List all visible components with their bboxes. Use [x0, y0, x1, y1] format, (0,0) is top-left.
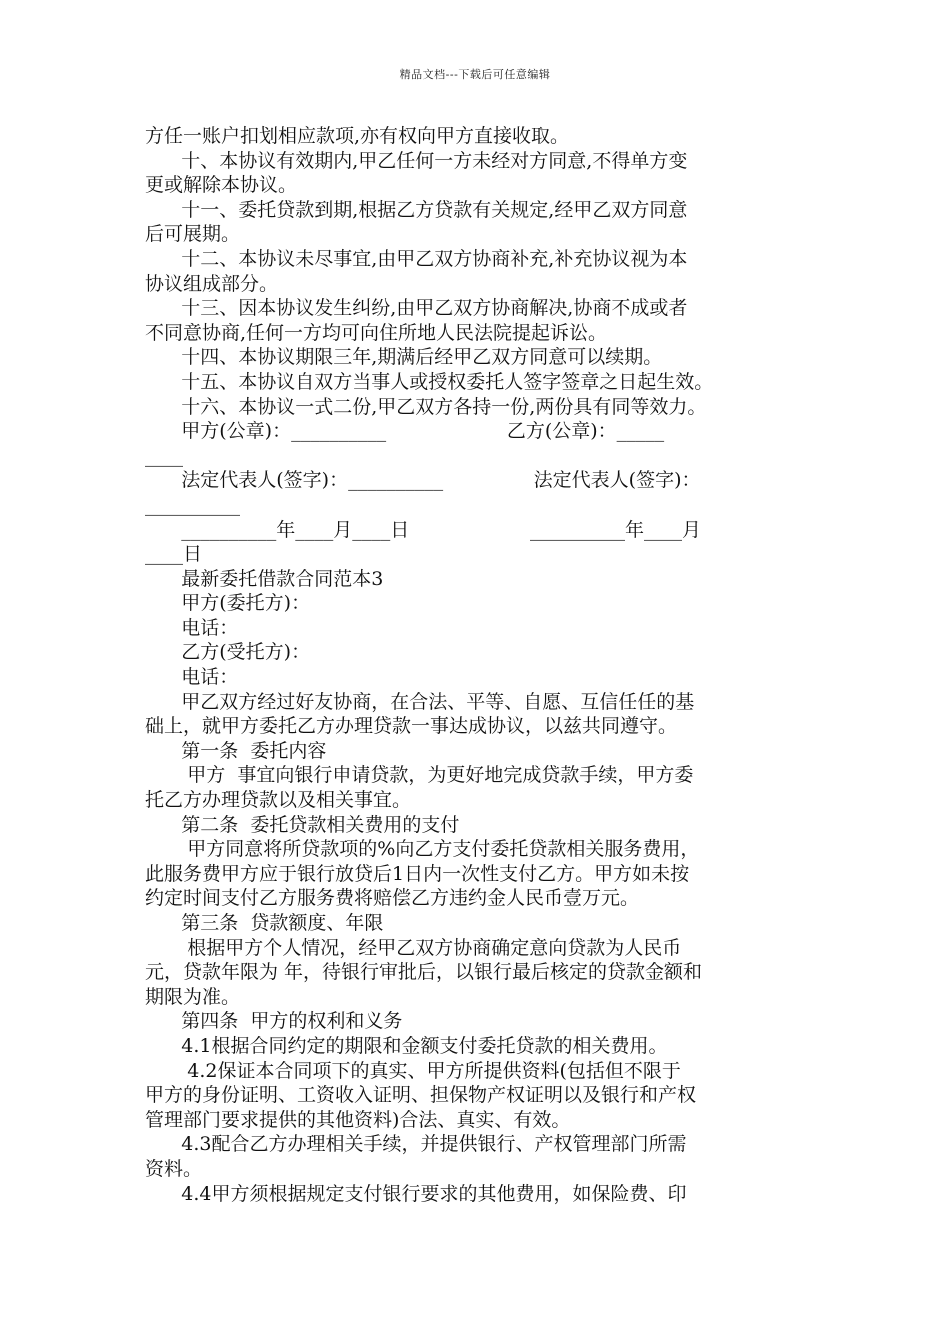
- text-line: 电话：: [145, 666, 239, 689]
- text-line: 础上，就甲方委托乙方办理贷款一事达成协议，以兹共同遵守。: [145, 715, 678, 738]
- text-line: 电话：: [145, 616, 239, 639]
- text-line: 甲方(公章)：__________ 乙方(公章)：_____: [145, 420, 665, 443]
- text-line: ____: [145, 444, 183, 467]
- text-line: __________: [145, 493, 240, 516]
- text-line: 第一条 委托内容: [145, 739, 327, 762]
- text-line: 方任一账户扣划相应款项,亦有权向甲方直接收取。: [145, 125, 570, 147]
- text-line: 乙方(受托方)：: [145, 641, 311, 664]
- text-line: 托乙方办理贷款以及相关事宜。: [145, 789, 412, 812]
- text-line: 元，贷款年限为 年，待银行审批后，以银行最后核定的贷款金额和: [145, 961, 703, 984]
- text-line: 十四、本协议期限三年,期满后经甲乙双方同意可以续期。: [145, 346, 663, 369]
- text-line: 甲方的身份证明、工资收入证明、担保物产权证明以及银行和产权: [145, 1084, 697, 1107]
- text-line: 4.1根据合同约定的期限和金额支付委托贷款的相关费用。: [145, 1034, 668, 1057]
- text-line: 十五、本协议自双方当事人或授权委托人签字签章之日起生效。: [145, 370, 714, 393]
- text-line: 根据甲方个人情况，经甲乙双方协商确定意向贷款为人民币: [145, 936, 682, 959]
- text-line: 十一、委托贷款到期,根据乙方贷款有关规定,经甲乙双方同意: [145, 198, 688, 221]
- text-line: 约定时间支付乙方服务费将赔偿乙方违约金人民币壹万元。: [145, 887, 640, 910]
- page-header: 精品文档---下载后可任意编辑: [399, 68, 551, 81]
- text-line: 4.2保证本合同项下的真实、甲方所提供资料(包括但不限于: [145, 1059, 681, 1082]
- text-line: 4.3配合乙方办理相关手续，并提供银行、产权管理部门所需: [145, 1133, 687, 1156]
- text-line: 第三条 贷款额度、年限: [145, 912, 384, 934]
- text-line: 资料。: [145, 1157, 203, 1180]
- text-line: 法定代表人(签字)：__________ 法定代表人(签字)：: [145, 469, 701, 492]
- text-line: 最新委托借款合同范本3: [145, 567, 384, 590]
- text-line: 第四条 甲方的权利和义务: [145, 1010, 403, 1033]
- text-line: 后可展期。: [145, 223, 241, 246]
- text-line: ____日: [145, 543, 203, 566]
- text-line: 甲方同意将所贷款项的%向乙方支付委托贷款相关服务费用，: [145, 838, 700, 861]
- text-line: 期限为准。: [145, 985, 241, 1008]
- text-line: 十二、本协议未尽事宜,由甲乙双方协商补充,补充协议视为本: [145, 247, 688, 270]
- text-line: 更或解除本协议。: [145, 174, 298, 197]
- text-line: 甲方(委托方)：: [145, 592, 311, 615]
- text-line: 甲乙双方经过好友协商，在合法、平等、自愿、互信任任的基: [145, 690, 695, 713]
- text-line: 十六、本协议一式二份,甲乙双方各持一份,两份具有同等效力。: [145, 395, 707, 418]
- text-line: 4.4甲方须根据规定支付银行要求的其他费用，如保险费、印: [145, 1182, 687, 1205]
- text-line: 协议组成部分。: [145, 272, 279, 295]
- document-body: [145, 124, 815, 1206]
- text-line: 十、本协议有效期内,甲乙任何一方未经对方同意,不得单方变: [145, 149, 688, 172]
- text-line: 管理部门要求提供的其他资料)合法、真实、有效。: [145, 1108, 571, 1131]
- text-line: 第二条 委托贷款相关费用的支付: [145, 813, 460, 836]
- text-line: 甲方 事宜向银行申请贷款，为更好地完成贷款手续，甲方委: [145, 764, 694, 787]
- text-line: 不同意协商,任何一方均可向住所地人民法院提起诉讼。: [145, 321, 608, 344]
- text-line: 十三、因本协议发生纠纷,由甲乙双方协商解决,协商不成或者: [145, 297, 688, 320]
- text-line: __________年____月____日 __________年____月: [145, 518, 702, 541]
- text-line: 此服务费甲方应于银行放贷后1日内一次性支付乙方。甲方如未按: [145, 862, 690, 885]
